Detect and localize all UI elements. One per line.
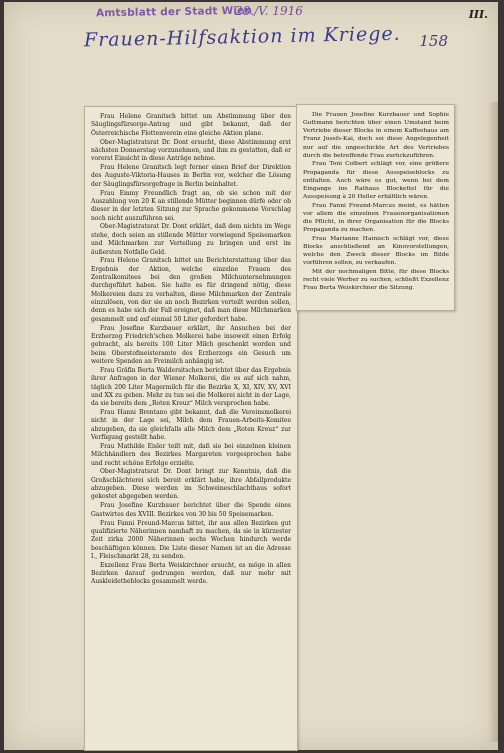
paragraph: Ober-Magistratsrat Dr. Dont bringt zur Kenntnis, daß die Großschlächterei sich bereit erklärt habe, ihre Abfallprodukte abzugeben. Diese werden im Schweineschlachthaus sofort gekostet abgegeben werden. [91, 468, 291, 501]
paragraph: Frau Helene Granitsch bittet um Abstimmung über den Säuglingsfürsorge-Antrag und gibt bekannt, daß der Österreichische Flottenverein eine gleiche Aktion plane. [91, 113, 291, 137]
clipping-right [296, 104, 455, 311]
paragraph: Frau Fanni Freund-Marcus bittet, ihr aus allen Bezirken gut qualifizierte Näherinnen namhaft zu machen, da sie in kürzester Zeit zirka 2000 Näherinnen sechs Wochen hindurch werde beschäftigen können. Die Liste dieser Namen ist an die Adresse I., Fleischmarkt 28, zu senden. [91, 519, 291, 560]
paragraph: Frau Hanni Brentano gibt bekannt, daß die Vereinsmolkerei nicht in der Lage sei, Milch dem Frauen-Arbeits-Komitee abzugeben, da sie gleichfalls alle Milch dem „Roten Kreuz“ zur Verfügung gestellt habe. [91, 409, 291, 442]
left-column-text [91, 113, 291, 587]
paragraph: Frau Helene Granitsch bittet um Berichterstattung über das Ergebnis der Aktion, welche einzelne Frauen des Zentralkomitees bei den großen Milchunternehmungen durchgeführt haben. Sie halte es für dringend nötig, diese Molkereien dazu zu verhalten, diese Milchmarken der Zentrale einzulösen, von der sie an noch Bezirken verteilt werden sollen, denn es habe sich der Fall ereignet, daß man diese Milchmarken gesammelt und auf einmal 50 Liter gefordert habe. [91, 257, 291, 323]
paragraph: Frau Mathilde Eisler teilt mit, daß sie bei einzelnen kleinen Milchhändlern des Bezirkes Margareten vorgesprochen habe und recht schöne Erfolge erzielte. [91, 442, 291, 467]
paragraph: Ober-Magistratsrat Dr. Dont ersucht, diese Abstimmung erst nächsten Donnerstag vorzunehmen, und ihm zu gestatten, daß er vorerst Einsicht in diese Anträge nehme. [91, 138, 292, 163]
paragraph: Exzellenz Frau Berta Weiskirchner ersucht, es möge in allen Bezirken darauf gedrungen werden, daß nur mehr mit Auskleidetheblocks gesammelt werde. [91, 561, 291, 586]
volume-number: III. [468, 8, 488, 21]
paragraph: Die Frauen Josefine Kurzbauer und Sophie Guttmann berichten über einen Umstand beim Vertriebe dieser Blocks in einem Kaffeehaus am Franz Josefs-Kai, doch sei diese Angelegenheit nur auf die ungeschickte Art des Vertriebes durch die betreffende Frau zurückzuführen. [303, 112, 449, 159]
paragraph: Mit der nochmaligen Bitte, für diese Blocks recht viele Werber zu suchen, schließt Exzellenz Frau Berta Weiskirchner die Sitzung. [303, 268, 449, 292]
right-column-text [303, 111, 449, 293]
folio-number: 158 [419, 32, 448, 50]
archive-sheet [4, 2, 498, 750]
handwritten-title: Frauen-Hilfsaktion im Kriege. [83, 22, 401, 52]
paragraph: Frau Helene Granitsch legt ferner einen Brief der Direktion des Auguste-Viktoria-Hauses in Berlin vor, welcher die Lösung der Säuglingsfürsorgefrage in Berlin beinhaltet. [91, 164, 291, 188]
paragraph: Frau Fanni Freund-Marcus meint, es hätten vor allem die einzelnen Frauenorganisationen die Pflicht, in ihrer Organisation für die Blocks Propaganda zu machen. [303, 202, 449, 234]
handwritten-date: 28./V. 1916 [235, 4, 303, 18]
paragraph: Frau Josefine Kurzbauer berichtet über die Spende eines Gastwirtes des XVIII. Bezirkes von 30 bis 50 Speisemarken. [91, 502, 291, 518]
archive-stamp: Amtsblatt der Stadt Wien [95, 4, 253, 20]
clipping-left [84, 106, 298, 751]
paragraph: Ober-Magistratsrat Dr. Dont erklärt, daß dem nichts im Wege stehe, doch seien an stillende Mütter vorwiegend Speisemarken und Milchmarken zur Verteilung zu bringen und erst im äußersten Notfalle Geld. [91, 223, 291, 256]
paragraph: Frau Josefine Kurzbauer erklärt, ihr Ansuchen bei der Erzherzog Friedrich'schen Molkerei habe insoweit einen Erfolg gebracht, als bereits 100 Liter Milch geschenkt worden und beim Oberstofmeisteramte des Erzherzogs ein Gesuch um weitere Spenden an Freimilch anhängig ist. [91, 324, 291, 365]
paragraph: Frau Marianne Hainisch schlägt vor, diese Blocks anschließend an Kinovorstellungen, welche den Zweck dieser Blocks im Bilde vorführen sollen, zu verkaufen. [303, 235, 449, 267]
paragraph: Frau Gräfin Berta Waldersitschen berichtet über das Ergebnis ihrer Anfragen in der Wiener Molkerei, die es auf sich nahm, täglich 200 Liter Magermilch für die Bezirke X, XI, XIV, XV, XVI und XX zu geben. Mehr zu tun sei die Molkerei nicht in der Lage, da sie bereits dem „Roten Kreuz“ Milch versprochen habe. [91, 366, 291, 408]
paragraph: Frau Emmy Freundlich fragt an, ob sie schon mit der Auszahlung von 20 K an stillende Mütter beginnen dürfe oder ob dieser in der letzten Sitzung zur Sprache gekommene Vorschlag noch nicht auszuführen sei. [91, 189, 291, 222]
edge-stain [488, 102, 498, 742]
paragraph: Frau Toni Colbert schlägt vor, eine größere Propaganda für diese Ausspeiseblocks zu entfalten. Auch wäre es gut, wenn bei dem Eingange ins Rathaus Blockettel für die Ausspeisung à 20 Heller erhältlich wären. [303, 161, 449, 201]
